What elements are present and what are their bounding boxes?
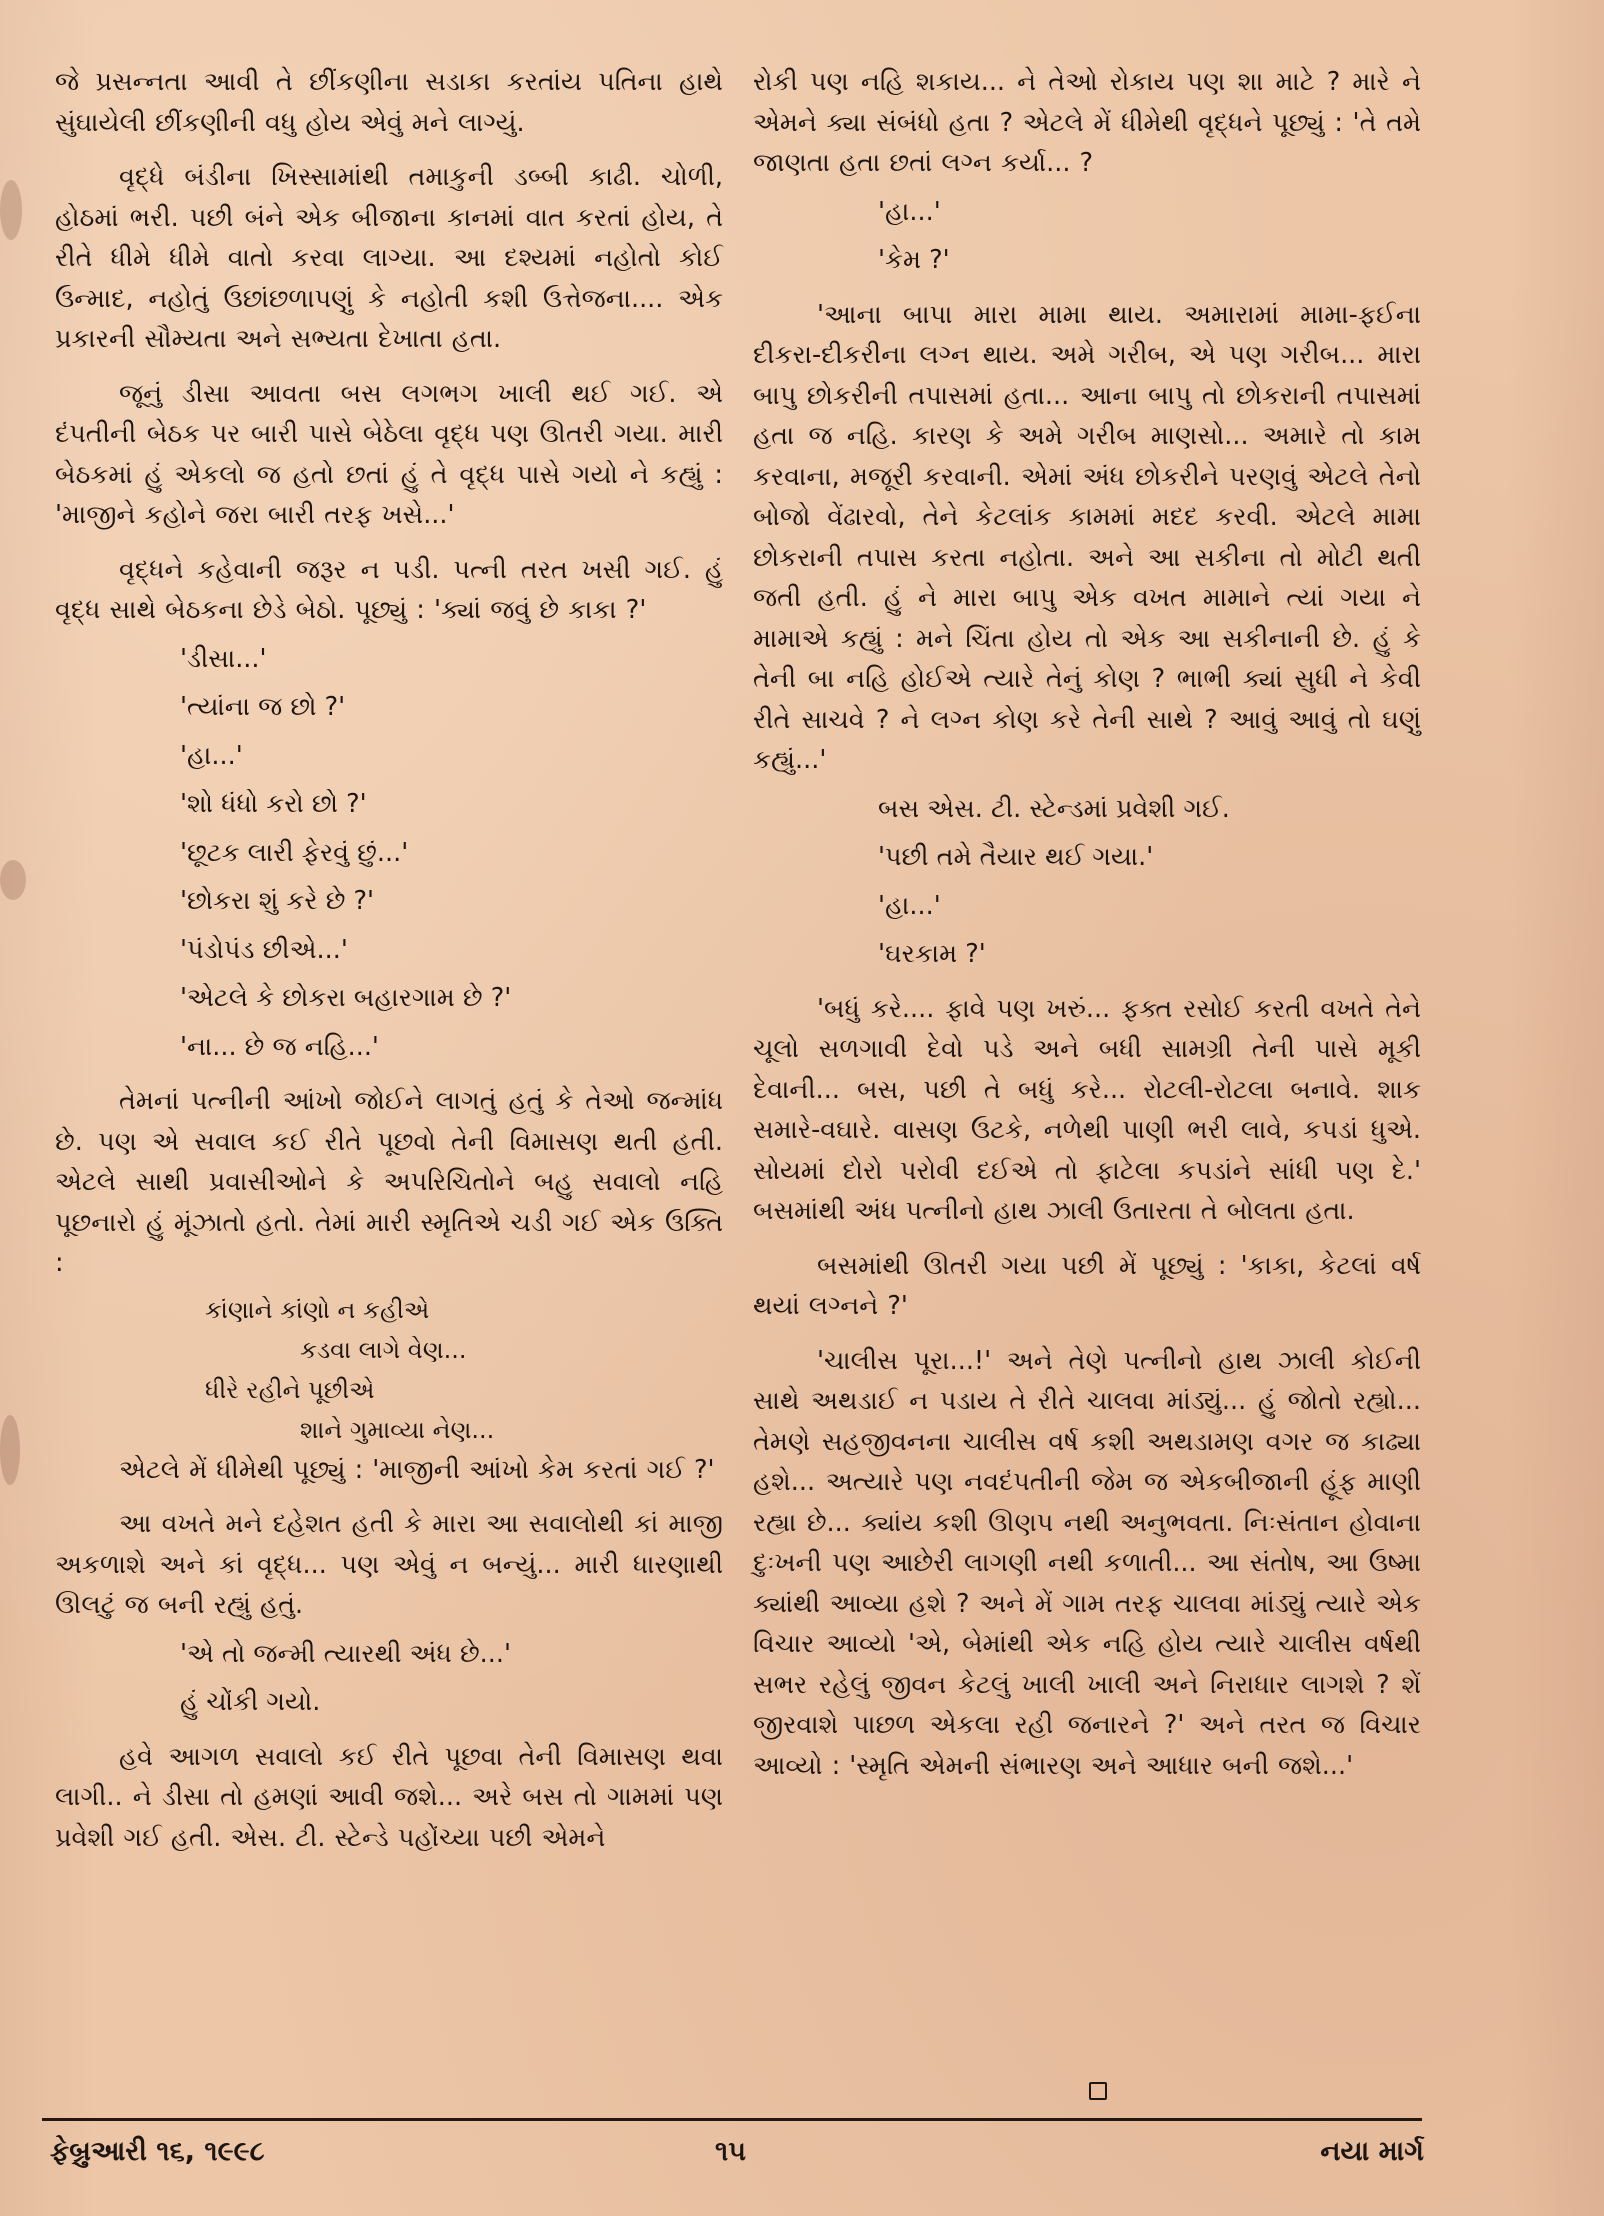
- dialogue-line: 'હા...': [180, 740, 243, 771]
- poem-line: કાંણાને કાંણો ન કહીએ: [205, 1295, 430, 1324]
- poem-line: શાને ગુમાવ્યા નેણ...: [300, 1415, 495, 1444]
- paragraph: તેમનાં પત્નીની આંખો જોઈને લાગતું હતું કે તેઓ જન્માંધ છે. પણ એ સવાલ કઈ રીતે પૂછવો તેની વિમાસણ થતી હતી. એટલે સાથી પ્રવાસીઓને કે અપરિચિતોને બહુ સવાલો નહિ પૂછનારો હું મૂંઝાતો હતો. તેમાં મારી સ્મૃતિએ ચડી ગઈ એક ઉક્તિ :: [55, 1086, 723, 1278]
- paragraph: એટલે મેં ધીમેથી પૂછ્યું : 'માજીની આંખો કેમ કરતાં ગઈ ?': [119, 1454, 715, 1485]
- poem-quote: [55, 1290, 723, 1450]
- dialogue-line: બસ એસ. ટી. સ્ટેન્ડમાં પ્રવેશી ગઈ.: [878, 793, 1230, 824]
- dialogue-line: 'શો ધંધો કરો છો ?': [180, 789, 367, 819]
- left-column: [55, 62, 723, 1858]
- dialogue-line: 'છોકરા શું કરે છે ?': [180, 886, 375, 916]
- footer-date: ફેબ્રુઆરી ૧૬, ૧૯૯૮: [50, 2136, 265, 2167]
- paragraph: 'બધું કરે.... ફાવે પણ ખરું... ફક્ત રસોઈ કરતી વખતે તેને ચૂલો સળગાવી દેવો પડે અને બધી સામગ્રી તેની પાસે મૂકી દેવાની... બસ, પછી તે બધું કરે... રોટલી-રોટલા બનાવે. શાક સમારે-વઘારે. વાસણ ઉટકે, નળેથી પાણી ભરી લાવે, કપડાં ધુએ. સોયમાં દોરો પરોવી દઈએ તો ફાટેલા કપડાંને સાંધી પણ દે.' બસમાંથી અંધ પત્નીનો હાથ ઝાલી ઉતારતા તે બોલતા હતા.: [753, 993, 1421, 1226]
- poem-line: ધીરે રહીને પૂછીએ: [205, 1375, 375, 1404]
- dialogue-line: 'હા...': [878, 890, 941, 921]
- dialogue-line: 'પછી તમે તૈયાર થઈ ગયા.': [878, 842, 1154, 872]
- paragraph: 'આના બાપા મારા મામા થાય. અમારામાં મામા-ફઈના દીકરા-દીકરીના લગ્ન થાય. અમે ગરીબ, એ પણ ગરીબ... મારા બાપુ છોકરીની તપાસમાં હતા... આના બાપુ તો છોકરાની તપાસમાં હતા જ નહિ. કારણ કે અમે ગરીબ માણસો... અમારે તો કામ કરવાના, મજૂરી કરવાની. એમાં અંધ છોકરીને પરણવું એટલે તેનો બોજો વેંઢારવો, તેને કેટલાંક કામમાં મદદ કરવી. એટલે મામા છોકરાની તપાસ કરતા નહોતા. અને આ સકીના તો મોટી થતી જતી હતી. હું ને મારા બાપુ એક વખત મામાને ત્યાં ગયા ને મામાએ કહ્યું : મને ચિંતા હોય તો એક આ સકીનાની છે. હું કે તેની બા નહિ હોઈએ ત્યારે તેનું કોણ ? ભાભી ક્યાં સુધી ને કેવી રીતે સાચવે ? ને લગ્ન કોણ કરે તેની સાથે ? આવું આવું તો ઘણું કહ્યું...': [753, 299, 1421, 775]
- end-of-article-mark: [1089, 2082, 1107, 2100]
- dialogue-line: 'હા...': [878, 196, 941, 227]
- dialogue-line: 'ઘરકામ ?': [878, 939, 986, 969]
- paper-edge-mark: [0, 180, 22, 240]
- poem-line: કડવા લાગે વેણ...: [300, 1335, 467, 1364]
- right-column: [753, 62, 1421, 1786]
- paragraph: વૃદ્ધને કહેવાની જરૂર ન પડી. પત્ની તરત ખસી ગઈ. હું વૃદ્ધ સાથે બેઠકના છેડે બેઠો. પૂછ્યું : 'ક્યાં જવું છે કાકા ?': [55, 554, 723, 625]
- footer-rule: [42, 2118, 1422, 2121]
- dialogue-line: 'ત્યાંના જ છો ?': [180, 692, 346, 722]
- paragraph: જૂનું ડીસા આવતા બસ લગભગ ખાલી થઈ ગઈ. એ દંપતીની બેઠક પર બારી પાસે બેઠેલા વૃદ્ધ પણ ઊતરી ગયા. મારી બેઠકમાં હું એકલો જ હતો છતાં હું તે વૃદ્ધ પાસે ગયો ને કહ્યું : 'માજીને કહોને જરા બારી તરફ ખસે...': [55, 378, 723, 530]
- paragraph: હવે આગળ સવાલો કઈ રીતે પૂછવા તેની વિમાસણ થવા લાગી.. ને ડીસા તો હમણાં આવી જશે... અરે બસ તો ગામમાં પણ પ્રવેશી ગઈ હતી. એસ. ટી. સ્ટેન્ડે પહોંચ્યા પછી એમને: [55, 1741, 723, 1853]
- magazine-name: નયા માર્ગ: [1320, 2136, 1424, 2167]
- paragraph: આ વખતે મને દહેશત હતી કે મારા આ સવાલોથી કાં માજી અકળાશે અને કાં વૃદ્ધ... પણ એવું ન બન્યું... મારી ધારણાથી ઊલટું જ બની રહ્યું હતું.: [55, 1509, 723, 1620]
- dialogue-line: 'ડીસા...': [180, 643, 267, 674]
- dialogue-line: 'કેમ ?': [878, 245, 950, 275]
- paragraph: રોકી પણ નહિ શકાય... ને તેઓ રોકાય પણ શા માટે ? મારે ને એમને ક્યા સંબંધો હતા ? એટલે મેં ધીમેથી વૃદ્ધને પૂછ્યું : 'તે તમે જાણતા હતા છતાં લગ્ન કર્યા... ?: [753, 67, 1421, 178]
- paragraph: જે પ્રસન્નતા આવી તે છીંકણીના સડાકા કરતાંય પતિના હાથે સુંઘાયેલી છીંકણીની વધુ હોય એવું મને લાગ્યું.: [55, 67, 723, 138]
- dialogue-line: 'છૂટક લારી ફેરવું છું...': [180, 837, 409, 868]
- dialogue-line: 'એ તો જન્મી ત્યારથી અંધ છે...': [180, 1638, 511, 1669]
- dialogue-line: હું ચોંકી ગયો.: [180, 1687, 321, 1717]
- paragraph: બસમાંથી ઊતરી ગયા પછી મેં પૂછ્યું : 'કાકા, કેટલાં વર્ષ થયાં લગ્નને ?': [753, 1250, 1421, 1321]
- dialogue-line: 'પંડોપંડ છીએ...': [180, 934, 348, 965]
- dialogue-line: 'એટલે કે છોકરા બહારગામ છે ?': [180, 983, 512, 1013]
- paper-edge-mark: [0, 1415, 20, 1485]
- paragraph: 'ચાલીસ પૂરા...!' અને તેણે પત્નીનો હાથ ઝાલી કોઈની સાથે અથડાઈ ન પડાય તે રીતે ચાલવા માંડ્યું... હું જોતો રહ્યો... તેમણે સહજીવનના ચાલીસ વર્ષ કશી અથડામણ વગર જ કાઢ્યા હશે... અત્યારે પણ નવદંપતીની જેમ જ એકબીજાની હૂંફ માણી રહ્યા છે... ક્યાંય કશી ઊણપ નથી અનુભવતા. નિઃસંતાન હોવાના દુઃખની પણ આછેરી લાગણી નથી કળાતી... આ સંતોષ, આ ઉષ્મા ક્યાંથી આવ્યા હશે ? અને મેં ગામ તરફ ચાલવા માંડ્યું ત્યારે એક વિચાર આવ્યો 'એ, બેમાંથી એક નહિ હોય ત્યારે ચાલીસ વર્ષથી સભર રહેલું જીવન કેટલું ખાલી ખાલી અને નિરાધાર લાગશે ? શેં જીરવાશે પાછળ એકલા રહી જનારને ?' અને તરત જ વિચાર આવ્યો : 'સ્મૃતિ એમની સંભારણ અને આધાર બની જશે...': [753, 1345, 1421, 1781]
- paragraph: વૃદ્ધે બંડીના ખિસ્સામાંથી તમાકુની ડબ્બી કાઢી. ચોળી, હોઠમાં ભરી. પછી બંને એક બીજાના કાનમાં વાત કરતાં હોય, તે રીતે ધીમે ધીમે વાતો કરવા લાગ્યા. આ દશ્યમાં નહોતો કોઈ ઉન્માદ, નહોતું ઉછાંછળાપણું કે નહોતી કશી ઉત્તેજના.... એક પ્રકારની સૌમ્યતા અને સભ્યતા દેખાતા હતા.: [55, 162, 723, 354]
- dialogue-line: 'ના... છે જ નહિ...': [180, 1031, 379, 1062]
- paper-edge-mark: [0, 860, 26, 900]
- page-number: ૧૫: [715, 2136, 746, 2167]
